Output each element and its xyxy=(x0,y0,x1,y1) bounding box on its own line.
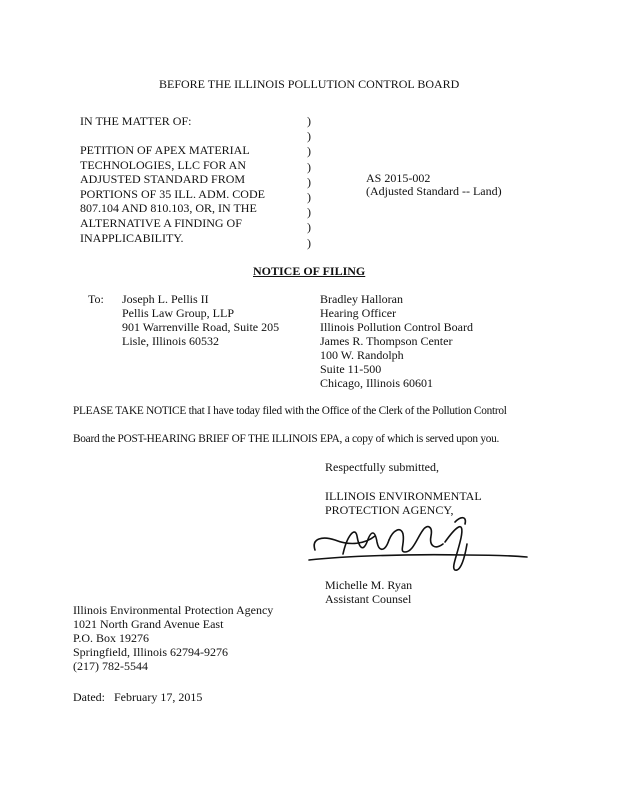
paren: ) xyxy=(307,205,311,220)
closing: Respectfully submitted, xyxy=(325,460,439,474)
petition-line: PETITION OF APEX MATERIAL xyxy=(80,143,250,157)
board-title: BEFORE THE ILLINOIS POLLUTION CONTROL BOARD xyxy=(159,77,460,91)
paren: ) xyxy=(307,174,311,189)
agency-name-line: PROTECTION AGENCY, xyxy=(325,503,454,517)
petition-line: PORTIONS OF 35 ILL. ADM. CODE xyxy=(80,186,265,201)
notice-body-line: Board the POST-HEARING BRIEF OF THE ILLINOIS EPA, a copy of which is served upon you. xyxy=(73,433,500,445)
dated-value: February 17, 2015 xyxy=(114,690,203,704)
recipient-line: Joseph L. Pellis II xyxy=(122,292,209,306)
recipient-line: Pellis Law Group, LLP xyxy=(122,306,234,320)
caption-parentheses xyxy=(307,114,311,251)
notice-title: NOTICE OF FILING xyxy=(253,264,366,278)
paren: ) xyxy=(307,235,311,250)
recipient-line: Chicago, Illinois 60601 xyxy=(320,376,433,390)
agency-name-line: ILLINOIS ENVIRONMENTAL xyxy=(325,489,482,503)
petition-line: ALTERNATIVE A FINDING OF xyxy=(80,216,242,230)
address-line: (217) 782-5544 xyxy=(73,659,148,673)
paren: ) xyxy=(307,159,311,174)
notice-body-line: PLEASE TAKE NOTICE that I have today filed with the Office of the Clerk of the Pollution Control xyxy=(73,405,507,417)
recipient-line: James R. Thompson Center xyxy=(320,334,453,348)
petition-line: ADJUSTED STANDARD FROM xyxy=(80,172,246,187)
to-label: To: xyxy=(88,292,104,306)
address-line: Illinois Environmental Protection Agency xyxy=(73,603,274,617)
recipient-line: Bradley Halloran xyxy=(320,292,403,306)
address-line: Springfield, Illinois 62794-9276 xyxy=(73,645,228,659)
petition-line: INAPPLICABILITY. xyxy=(80,230,184,245)
case-number: AS 2015-002 xyxy=(366,171,431,185)
recipient-line: 100 W. Randolph xyxy=(320,348,404,362)
paren: ) xyxy=(307,129,311,144)
recipient-line: Suite 11-500 xyxy=(320,362,382,376)
signer-name: Michelle M. Ryan xyxy=(325,578,413,592)
handwritten-signature xyxy=(305,508,535,578)
dated-label: Dated: xyxy=(73,690,105,704)
recipient-line: Hearing Officer xyxy=(320,306,397,320)
matter-label: IN THE MATTER OF: xyxy=(80,114,192,128)
petition-line: 807.104 AND 810.103, OR, IN THE xyxy=(80,201,257,216)
paren: ) xyxy=(307,220,311,235)
signature-graphic xyxy=(305,508,535,578)
recipient-line: Illinois Pollution Control Board xyxy=(320,320,474,334)
address-line: 1021 North Grand Avenue East xyxy=(73,617,224,631)
paren: ) xyxy=(307,144,311,159)
signer-title: Assistant Counsel xyxy=(325,592,412,606)
address-line: P.O. Box 19276 xyxy=(73,631,150,645)
paren: ) xyxy=(307,114,311,128)
case-type: (Adjusted Standard -- Land) xyxy=(366,184,502,198)
petition-line: TECHNOLOGIES, LLC FOR AN xyxy=(80,157,247,172)
recipient-line: 901 Warrenville Road, Suite 205 xyxy=(122,320,280,334)
paren: ) xyxy=(307,190,311,205)
recipient-line: Lisle, Illinois 60532 xyxy=(122,334,219,348)
